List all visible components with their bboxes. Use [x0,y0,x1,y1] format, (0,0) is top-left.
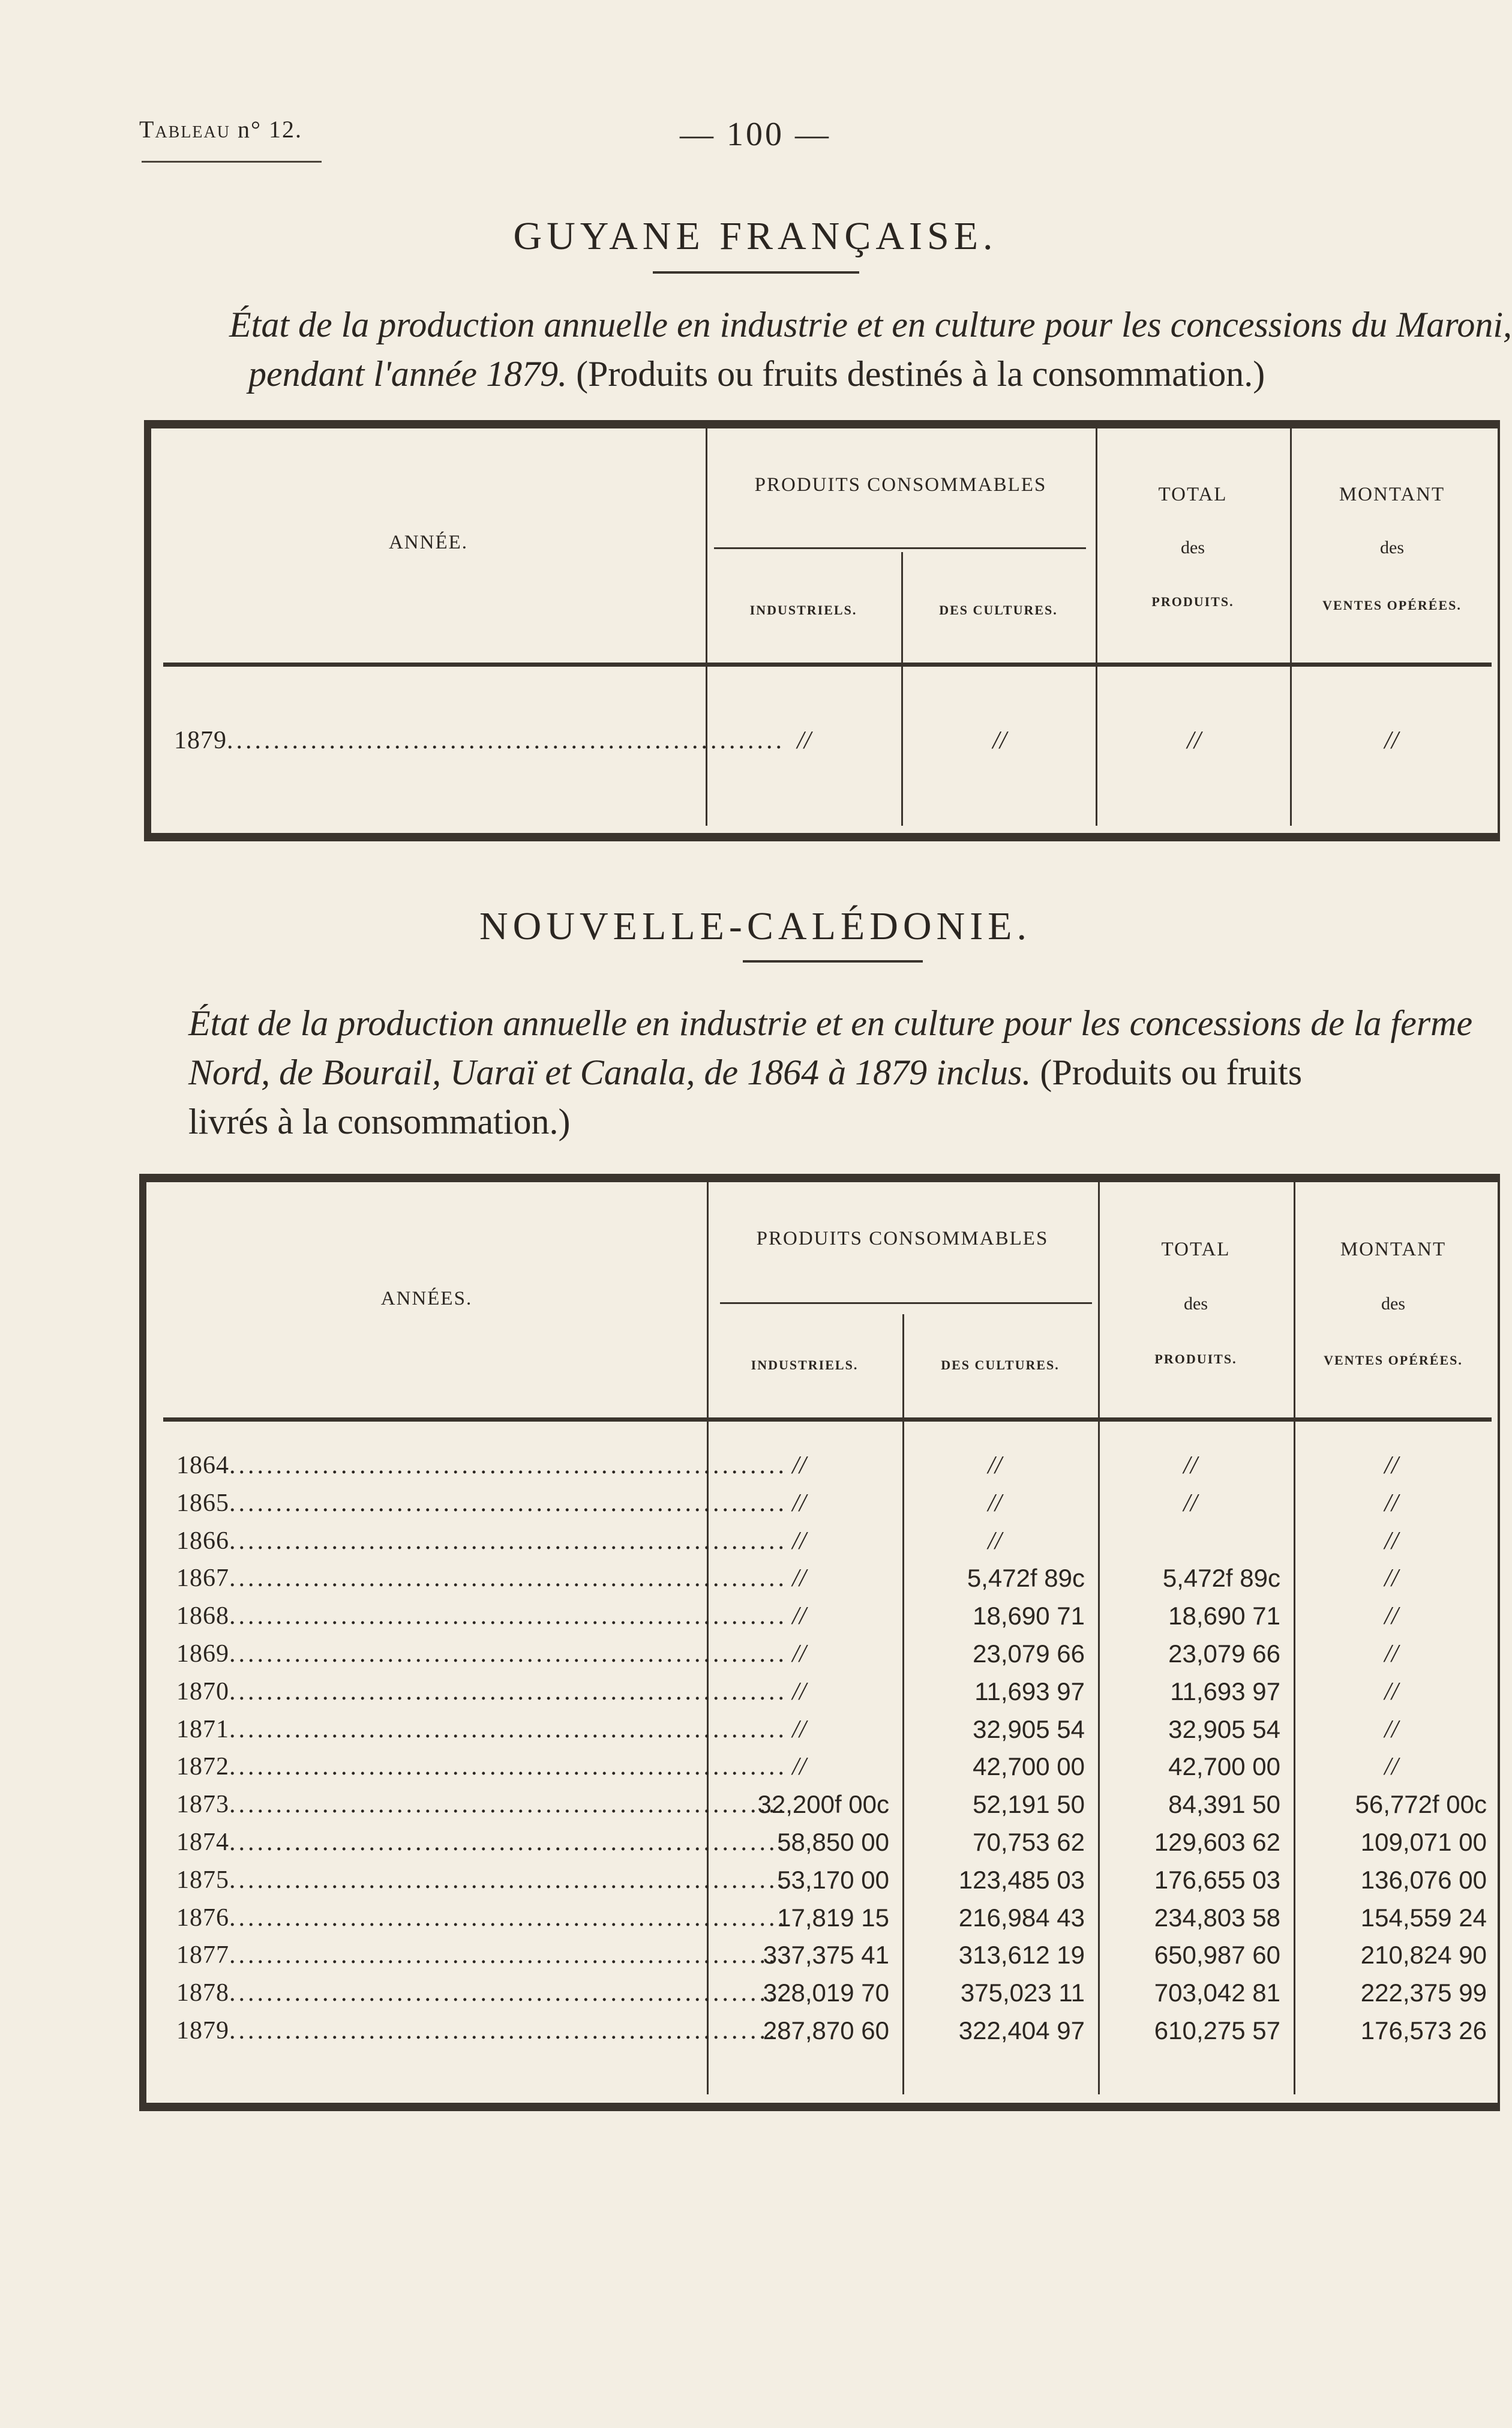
year-cell: 1871............................................................ [176,1715,787,1743]
page-number: — 100 — [680,116,831,153]
header-bottom-rule [163,663,1492,667]
cultures-cell: 11,693 97 [974,1677,1085,1705]
year-cell: 1864............................................................ [176,1452,787,1479]
header-total-des: des [1184,1294,1208,1314]
title-rule-guyane [653,271,859,274]
header-brace-rule [720,1302,1092,1304]
header-montant-des: des [1380,538,1404,557]
header-produits-consommables: PRODUITS CONSOMMABLES [756,1228,1049,1249]
total-cell: 129,603 62 [1154,1828,1280,1856]
header-total-produits: PRODUITS. [1154,1351,1237,1366]
montant-cell: // [1384,1715,1399,1743]
total-cell: // [1183,1452,1198,1479]
caption-caledonie [188,999,1508,1146]
total-cell: // [1183,1489,1198,1517]
total-cell: 18,690 71 [1168,1602,1280,1630]
year-cell: 1879............................................................ [176,2017,787,2045]
cultures-cell: // [988,1489,1002,1517]
montant-cell: // [1384,1602,1399,1630]
industriels-cell: // [792,1527,806,1555]
cultures-cell: 32,905 54 [973,1714,1085,1743]
cultures-cell: 5,472f 89c [967,1564,1085,1593]
total-cell: 176,655 03 [1154,1865,1280,1894]
year-cell: 1867............................................................ [176,1564,787,1593]
header-annees: ANNÉES. [380,1288,473,1309]
montant-cell: // [1384,1640,1399,1668]
industriels-cell: // [792,1753,806,1781]
cultures-cell: 42,700 00 [973,1752,1085,1781]
cultures-cell: 216,984 43 [958,1903,1085,1932]
section-title-guyane: GUYANE FRANÇAISE. [513,214,998,258]
header-cultures: DES CULTURES. [941,1357,1060,1372]
caption-caledonie-line-2a: Nord, de Bourail, Uaraï et Canala, de 1864 à 1879 inclus. [188,1053,1031,1092]
header-montant-ventes: VENTES OPÉRÉES. [1322,598,1462,613]
cultures-cell: 123,485 03 [958,1865,1085,1894]
montant-cell: 136,076 00 [1360,1865,1487,1894]
header-total: TOTAL [1158,484,1228,505]
montant-cell: // [1384,1753,1399,1781]
caption-caledonie-line-3: livrés à la consommation.) [188,1102,571,1141]
cultures-cell: // [988,1452,1002,1479]
total-cell: 42,700 00 [1168,1752,1280,1781]
year-cell: 1869............................................................ [176,1640,787,1668]
year-cell: 1874............................................................ [176,1829,787,1856]
montant-cell: // [1384,727,1399,754]
montant-cell: 154,559 24 [1360,1903,1487,1932]
total-cell: 11,693 97 [1170,1677,1280,1705]
industriels-cell: 17,819 15 [777,1903,889,1932]
industriels-cell: 337,375 41 [763,1941,889,1970]
caption-guyane [229,300,1512,398]
industriels-cell: // [792,1564,806,1593]
header-bottom-rule [163,1417,1492,1422]
industriels-cell: // [792,1489,806,1517]
tableau-label: Tableau [139,116,230,143]
header-total-produits: PRODUITS. [1151,594,1234,609]
montant-cell: 222,375 99 [1360,1979,1487,2007]
cultures-cell: 313,612 19 [958,1941,1085,1970]
cultures-cell: 322,404 97 [958,2016,1085,2045]
year-cell: 1877............................................................ [176,1941,787,1970]
total-cell: 23,079 66 [1168,1639,1280,1668]
caption-guyane-line-2b: (Produits ou fruits destinés à la consommation.) [567,354,1265,394]
header-annee: ANNÉE. [388,532,469,553]
year-cell: 1875............................................................ [176,1866,787,1894]
header-industriels: INDUSTRIELS. [751,1357,859,1372]
montant-cell: 176,573 26 [1360,2016,1487,2045]
year-cell: 1879............................................................ [174,727,785,754]
industriels-cell: 32,200f 00c [757,1790,889,1819]
industriels-cell: 328,019 70 [763,1979,889,2007]
industriels-cell: 58,850 00 [777,1828,889,1856]
total-cell: 5,472f 89c [1162,1564,1280,1593]
tableau-number: n° 12. [230,116,302,143]
year-cell: 1878............................................................ [176,1979,787,2007]
title-rule-caledonie [743,960,923,963]
montant-cell: 210,824 90 [1360,1941,1487,1970]
header-brace-rule [714,547,1086,549]
year-cell: 1865............................................................ [176,1489,787,1517]
industriels-cell: // [792,1715,806,1743]
header-montant: MONTANT [1340,1239,1447,1260]
total-cell: 610,275 57 [1154,2016,1280,2045]
year-cell: 1870............................................................ [176,1677,787,1705]
cultures-cell: 52,191 50 [973,1790,1085,1819]
montant-cell: // [1384,1564,1399,1593]
header-cultures: DES CULTURES. [939,602,1058,618]
cultures-cell: 18,690 71 [973,1602,1085,1630]
header-montant: MONTANT [1339,484,1445,505]
year-cell: 1876............................................................ [176,1904,787,1932]
caption-guyane-line-2a: pendant l'année 1879. [248,354,568,394]
cultures-cell: 70,753 62 [973,1828,1085,1856]
cultures-cell: // [988,1527,1002,1555]
total-cell: 650,987 60 [1154,1941,1280,1970]
section-title-caledonie: NOUVELLE-CALÉDONIE. [479,904,1031,948]
total-cell: 32,905 54 [1168,1714,1280,1743]
caption-guyane-line-1: État de la production annuelle en industrie et en culture pour les concessions du Maroni, [229,305,1512,344]
header-total: TOTAL [1161,1239,1231,1260]
industriels-cell: // [792,1452,806,1479]
industriels-cell: // [797,727,811,754]
montant-cell: // [1384,1527,1399,1555]
col-divider [1294,1182,1295,2094]
montant-cell: 56,772f 00c [1355,1790,1487,1819]
col-divider [901,552,903,826]
cultures-cell: 23,079 66 [973,1639,1085,1668]
header-industriels: INDUSTRIELS. [749,602,857,618]
year-cell: 1873............................................................ [176,1791,787,1819]
col-divider [1098,1182,1100,2094]
year-cell: 1866............................................................ [176,1527,787,1555]
header-produits-consommables: PRODUITS CONSOMMABLES [754,474,1047,496]
industriels-cell: 287,870 60 [763,2016,889,2045]
montant-cell: // [1384,1489,1399,1517]
header-montant-des: des [1381,1294,1405,1314]
total-cell: 84,391 50 [1168,1790,1280,1819]
caption-caledonie-line-2b: (Produits ou fruits [1031,1053,1303,1092]
year-cell: 1872............................................................ [176,1753,787,1781]
header-montant-ventes: VENTES OPÉRÉES. [1324,1353,1463,1368]
industriels-cell: // [792,1677,806,1705]
montant-cell: // [1384,1452,1399,1479]
industriels-cell: // [792,1602,806,1630]
montant-cell: // [1384,1677,1399,1705]
total-cell: 703,042 81 [1154,1979,1280,2007]
montant-cell: 109,071 00 [1360,1828,1487,1856]
caption-caledonie-line-1: État de la production annuelle en industrie et en culture pour les concessions de la ferme [188,1003,1473,1043]
col-divider [902,1314,904,2094]
header-total-des: des [1181,538,1205,557]
industriels-cell: 53,170 00 [777,1865,889,1894]
total-cell: // [1187,727,1201,754]
tableau-underline [142,161,322,163]
industriels-cell: // [792,1640,806,1668]
cultures-cell: // [992,727,1007,754]
total-cell: 234,803 58 [1154,1903,1280,1932]
year-cell: 1868............................................................ [176,1602,787,1630]
cultures-cell: 375,023 11 [960,1979,1085,2007]
